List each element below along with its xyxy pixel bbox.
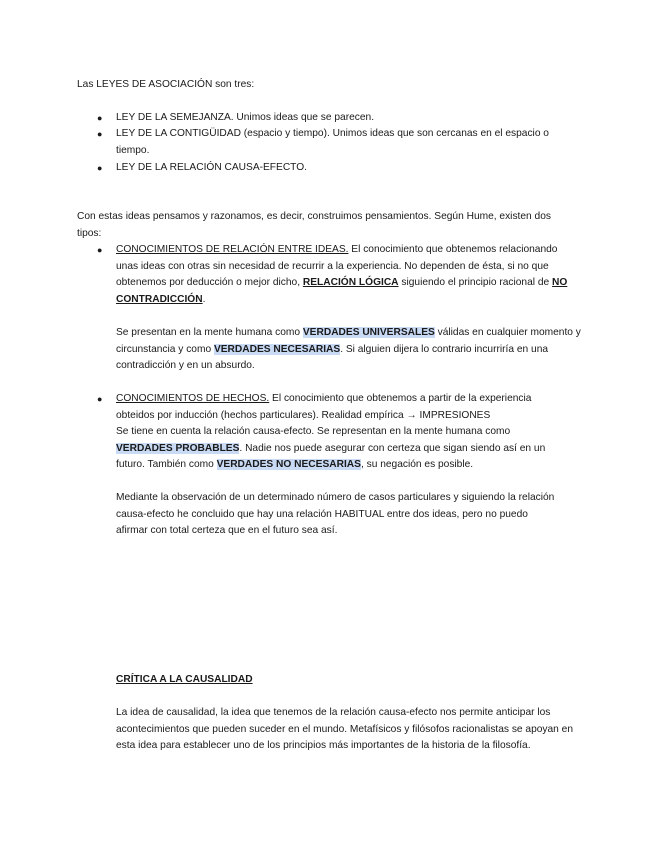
relation-p2-text-2: válidas en cualquier momento y circunstancia y como <box>116 327 581 355</box>
relation-paragraph-2 <box>116 325 586 375</box>
critica-title <box>116 672 586 689</box>
critica-paragraph: La idea de causalidad, la idea que tenemos de la relación causa-efecto nos permite anticipar los acontecimientos que pueden suceder en el mundo. Metafísicos y filósofos racionalistas se apoyan en esta idea para establecer uno de los principios más importantes de la historia de la filosofía. <box>116 707 574 751</box>
intro-line: Las LEYES DE ASOCIACIÓN son tres: <box>77 79 255 90</box>
relation-text-3: . <box>202 293 206 305</box>
relation-text-2: siguiendo el principio racional de <box>398 277 553 288</box>
bullet-icon: ● <box>97 129 103 139</box>
critica-title-text: CRÍTICA A LA CAUSALIDAD <box>116 674 253 685</box>
relation-paragraph <box>116 242 571 308</box>
types-intro: Con estas ideas pensamos y razonamos, es decir, construimos pensamientos. Según Hume, existen dos tipos: <box>77 211 551 239</box>
bullet-icon: ● <box>97 163 103 173</box>
non-necessary-truths-highlight: VERDADES NO NECESARIAS <box>216 459 361 470</box>
facts-text: El conocimiento que obtenemos a partir de la experiencia obteidos por inducción (hechos particulares). Realidad empírica → IMPRESIONES <box>116 393 532 421</box>
relation-heading: CONOCIMIENTOS DE RELACIÓN ENTRE IDEAS. <box>116 244 349 255</box>
no-contradiction-term: NO CONTRADICCIÓN <box>116 277 568 305</box>
facts-paragraph <box>116 391 556 424</box>
logic-term: RELACIÓN LÓGICA <box>302 277 399 288</box>
facts-p2-text-2: . Nadie nos puede asegurar con certeza que sigan siendo así en un futuro. También como <box>116 442 546 470</box>
facts-paragraph-3: Mediante la observación de un determinado número de casos particulares y siguiendo la relación causa-efecto he concluido que hay una relación HABITUAL entre dos ideas, pero no puedo afirmar con total certeza que en el futuro sea así. <box>116 492 555 536</box>
necessary-truths-highlight: VERDADES NECESARIAS <box>213 343 341 355</box>
facts-p2-text: Se tiene en cuenta la relación causa-efecto. Se representan en la mente humana como <box>116 426 511 437</box>
relation-p2-text: Se presentan en la mente humana como <box>116 327 303 338</box>
facts-p2-text-3: , su negación es posible. <box>360 459 474 470</box>
facts-paragraph-2 <box>116 424 556 474</box>
relation-p2-text-3: . Si alguien dijera lo contrario incurriría en una contradicción y en un absurdo. <box>116 343 549 371</box>
law-causa-efecto: LEY DE LA RELACIÓN CAUSA-EFECTO. <box>116 162 307 173</box>
law-semejanza: LEY DE LA SEMEJANZA. Unimos ideas que se parecen. <box>116 112 375 123</box>
universal-truths-highlight: VERDADES UNIVERSALES <box>302 327 435 338</box>
law-contiguidad: LEY DE LA CONTIGÜIDAD (espacio y tiempo). Unimos ideas que son cercanas en el espacio o tiempo. <box>116 128 549 156</box>
facts-heading: CONOCIMIENTOS DE HECHOS. <box>116 393 270 404</box>
bullet-icon: ● <box>97 394 103 404</box>
relation-text: El conocimiento que obtenemos relacionando unas ideas con otras sin necesidad de recurrir a la experiencia. No dependen de ésta, si no que obtenemos por deducción o mejor dicho, <box>116 244 558 288</box>
bullet-icon: ● <box>97 245 103 255</box>
bullet-icon: ● <box>97 113 103 123</box>
probable-truths-highlight: VERDADES PROBABLES <box>116 442 240 454</box>
